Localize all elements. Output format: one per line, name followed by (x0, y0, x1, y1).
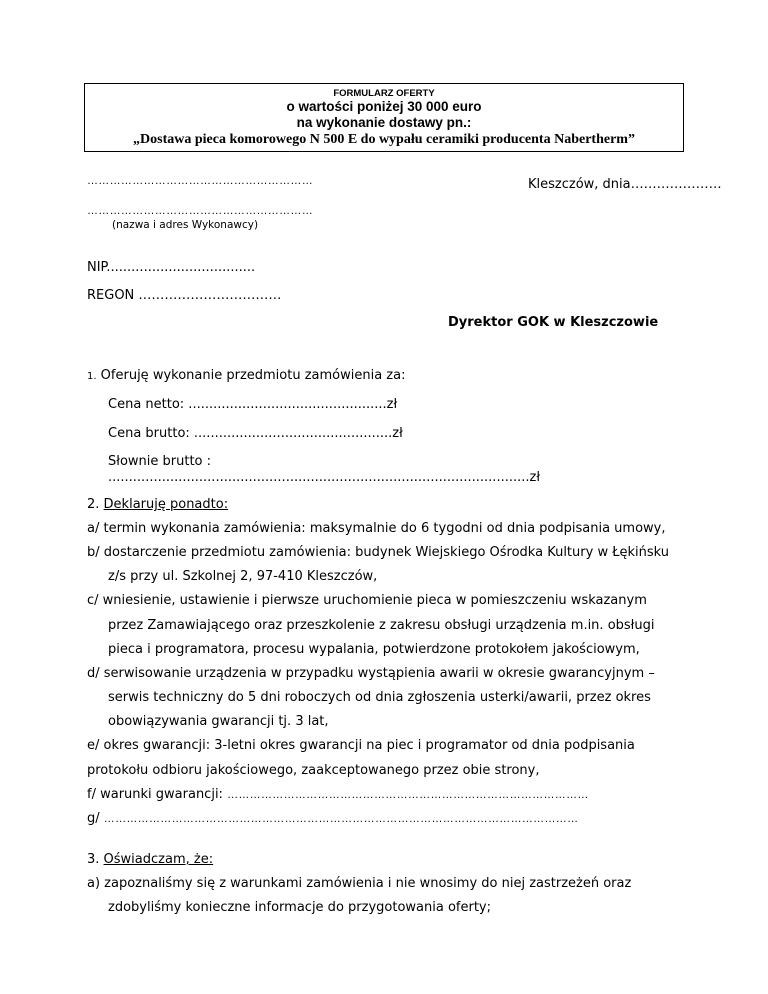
regon-field: REGON …………………………… (87, 288, 282, 303)
section-1-heading (87, 368, 405, 383)
contractor-dots-line-1: …………………………………………………… (87, 175, 313, 187)
value-threshold-line: o wartości poniżej 30 000 euro (286, 99, 482, 114)
section-3-heading (87, 852, 213, 867)
gross-in-words-dots: ......................................................................................................zł (108, 470, 541, 485)
subject-line: „Dostawa pieca komorowego N 500 E do wypału ceramiki producenta Nabertherm” (133, 132, 635, 147)
declaration-line-e-cont: protokołu odbioru jakościowego, zaakceptowanego przez obie strony, (87, 763, 540, 778)
warranty-terms-dots: …………………………………………………………………………………… (227, 789, 589, 801)
section-3-title: Oświadczam, że: (103, 852, 214, 867)
declaration-line-d: d/ serwisowanie urządzenia w przypadku wystąpienia awarii w okresie gwarancyjnym – (87, 666, 655, 681)
declaration-line-a: a/ termin wykonania zamówienia: maksymalnie do 6 tygodni od dnia podpisania umowy, (87, 521, 666, 536)
declaration-line-d-cont-2: obowiązywania gwarancji tj. 3 lat, (108, 714, 329, 729)
declaration-line-c-cont-1: przez Zamawiającego oraz przeszkolenie z zakresu obsługi urządzenia m.in. obsługi (108, 618, 655, 633)
section-1-number: 1. (87, 371, 97, 382)
task-line: na wykonanie dostawy pn.: (296, 115, 472, 130)
declaration-line-d-cont-1: serwis techniczny do 5 dni roboczych od dnia zgłoszenia usterki/awarii, przez okres (108, 690, 651, 705)
declaration-g-dots: ……………………………………………………………………………………………………………… (103, 813, 579, 825)
contractor-dots-line-2: …………………………………………………… (87, 205, 313, 217)
section-3-number: 3. (87, 852, 104, 867)
declaration-line-g (87, 811, 578, 826)
declaration-line-b: b/ dostarczenie przedmiotu zamówienia: budynek Wiejskiego Ośrodka Kultury w Łękińsku (87, 545, 670, 560)
section-1-title: Oferuję wykonanie przedmiotu zamówienia za: (96, 368, 406, 383)
statement-line-a: a) zapoznaliśmy się z warunkami zamówienia i nie wnosimy do niej zastrzeżeń oraz (87, 876, 632, 891)
recipient: Dyrektor GOK w Kleszczowie (448, 315, 659, 330)
warranty-terms-label: f/ warunki gwarancji: (87, 787, 228, 802)
form-header-box (84, 83, 684, 152)
gross-price-line: Cena brutto: ................................................zł (108, 426, 403, 441)
declaration-line-c: c/ wniesienie, ustawienie i pierwsze uruchomienie pieca w pomieszczeniu wskazanym (87, 593, 647, 608)
statement-line-a-cont: zdobyliśmy konieczne informacje do przygotowania oferty; (108, 900, 491, 915)
declaration-line-b-cont: z/s przy ul. Szkolnej 2, 97-410 Kleszczów, (108, 569, 378, 584)
declaration-line-e: e/ okres gwarancji: 3-letni okres gwarancji na piec i programator od dnia podpisania (87, 738, 635, 753)
place-date-field (528, 177, 722, 192)
declaration-g-label: g/ (87, 811, 104, 826)
declaration-line-c-cont-2: pieca i programatora, procesu wypalania, potwierdzone protokołem jakościowym, (108, 642, 640, 657)
section-2-number: 2. (87, 497, 104, 512)
section-2-heading (87, 497, 228, 512)
gross-in-words-label: Słownie brutto : (108, 454, 212, 469)
net-price-line: Cena netto: ................................................zł (108, 397, 398, 412)
contractor-caption: (nazwa i adres Wykonawcy) (112, 219, 259, 231)
declaration-line-f (87, 787, 589, 802)
place-date-text: Kleszczów, dnia………………… (528, 177, 722, 192)
section-2-title: Deklaruję ponadto: (103, 497, 229, 512)
form-title: FORMULARZ OFERTY (333, 88, 435, 99)
nip-field: NIP.................................... (87, 260, 256, 275)
